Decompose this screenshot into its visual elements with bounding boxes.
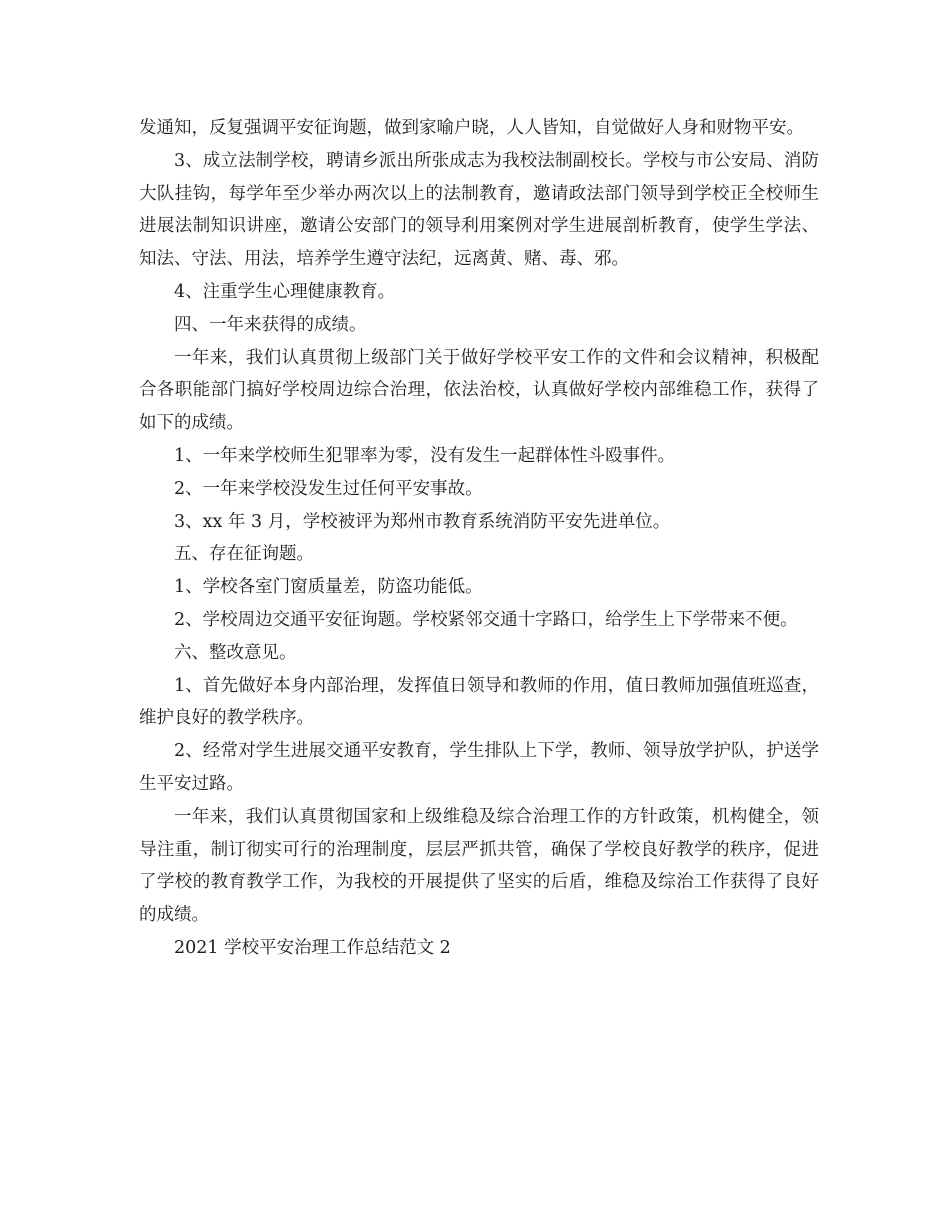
section-heading: 六、整改意见。 bbox=[174, 642, 297, 663]
paragraph: 3、xx 年 3 月，学校被评为郑州市教育系统消防平安先进单位。 bbox=[174, 511, 671, 532]
paragraph: 1、首先做好本身内部治理，发挥值日领导和教师的作用，值日教师加强值班巡查，维护良好的教学秩序。 bbox=[139, 675, 819, 729]
paragraph: 2、学校周边交通平安征询题。学校紧邻交通十字路口，给学生上下学带来不便。 bbox=[174, 609, 798, 630]
paragraph: 一年来，我们认真贯彻上级部门关于做好学校平安工作的文件和会议精神，积极配合各职能部门搞好学校周边综合治理，依法治校，认真做好学校内部维稳工作，获得了如下的成绩。 bbox=[139, 347, 819, 434]
section-heading: 四、一年来获得的成绩。 bbox=[174, 314, 367, 335]
paragraph: 4、注重学生心理健康教育。 bbox=[174, 281, 396, 302]
paragraph: 3、成立法制学校，聘请乡派出所张成志为我校法制副校长。学校与市公安局、消防大队挂钩，每学年至少举办两次以上的法制教育，邀请政法部门领导到学校正全校师生进展法制知识讲座，邀请公安部门的领导利用案例对学生进展剖析教育，使学生学法、知法、守法、用法，培养学生遵守法纪，远离黄、赌、毒、邪。 bbox=[139, 150, 819, 270]
section-heading: 五、存在征询题。 bbox=[174, 544, 314, 565]
paragraph: 2、经常对学生进展交通平安教育，学生排队上下学，教师、领导放学护队，护送学生平安过路。 bbox=[139, 741, 819, 794]
paragraph: 一年来，我们认真贯彻国家和上级维稳及综合治理工作的方针政策，机构健全，领导注重，制订彻实可行的治理制度，层层严抓共管，确保了学校良好教学的秩序，促进了学校的教育教学工作，为我校的开展提供了坚实的后盾，维稳及综治工作获得了良好的成绩。 bbox=[139, 806, 819, 926]
document-body bbox=[139, 112, 819, 965]
document-title: 2021 学校平安治理工作总结范文 2 bbox=[174, 937, 451, 958]
paragraph: 1、一年来学校师生犯罪率为零，没有发生一起群体性斗殴事件。 bbox=[174, 445, 676, 466]
paragraph: 2、一年来学校没发生过任何平安事故。 bbox=[174, 478, 483, 499]
paragraph: 1、学校各室门窗质量差，防盗功能低。 bbox=[174, 577, 483, 598]
paragraph: 发通知，反复强调平安征询题，做到家喻户晓，人人皆知，自觉做好人身和财物平安。 bbox=[139, 118, 804, 138]
